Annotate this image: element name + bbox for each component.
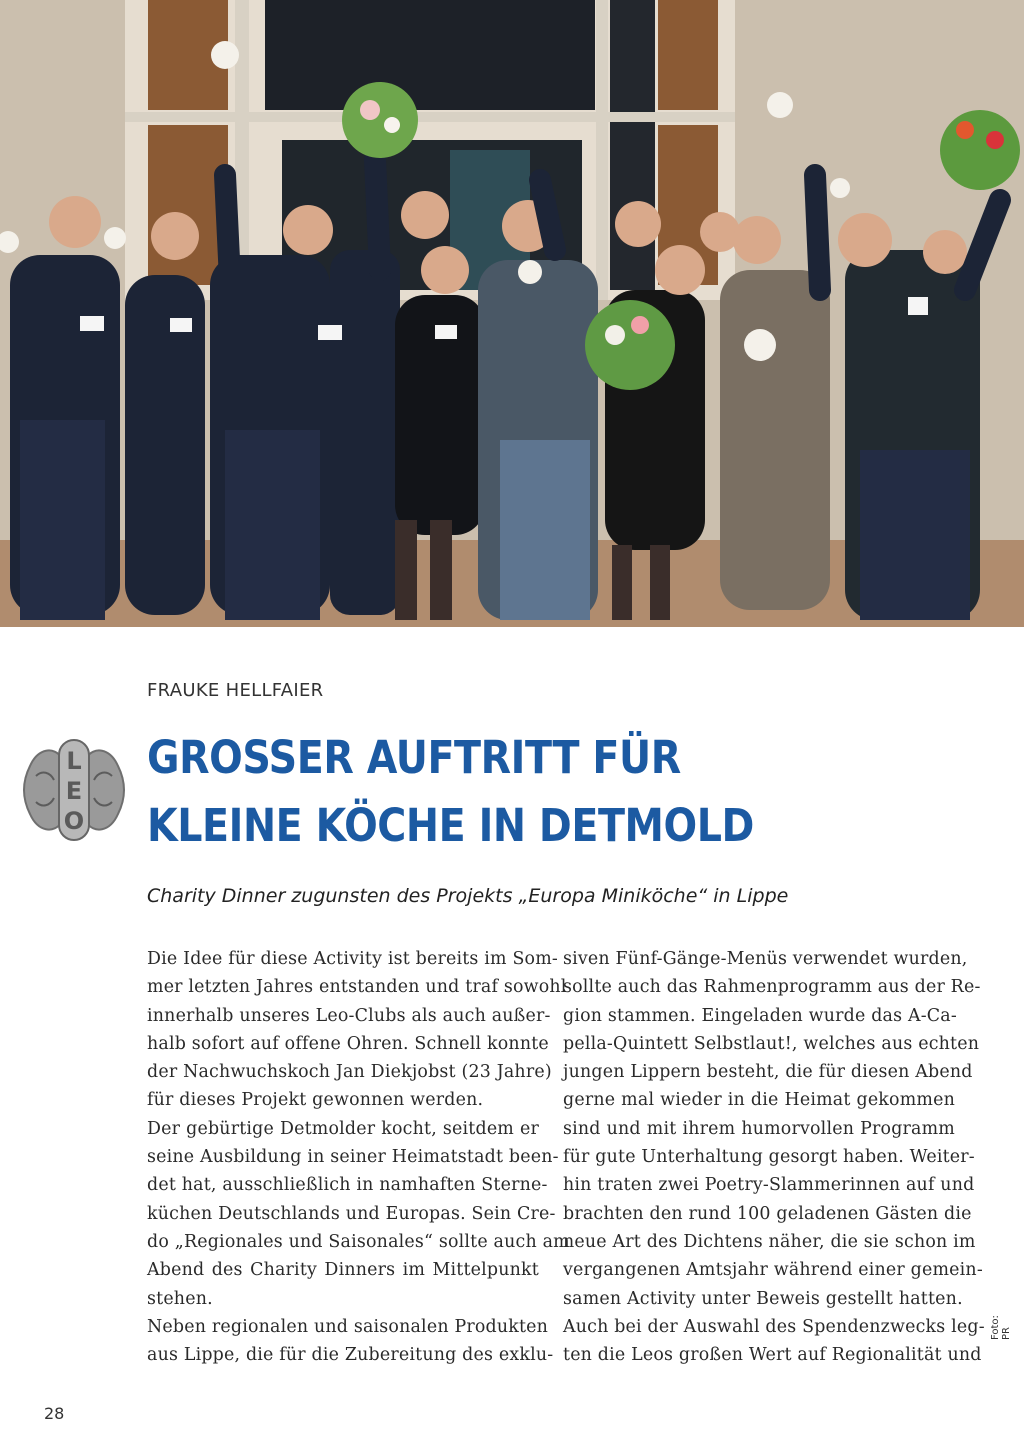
body-line: gerne mal wieder in die Heimat gekommen <box>563 1090 955 1111</box>
body-line: samen Activity unter Beweis gestellt hatten. <box>563 1288 963 1309</box>
body-line: stehen. <box>147 1288 213 1309</box>
body-line: der Nachwuchskoch Jan Diekjobst (23 Jahre) <box>147 1062 552 1083</box>
body-line: Abend des Charity Dinners im Mittelpunkt <box>147 1260 539 1281</box>
body-line: hin traten zwei Poetry-Slammerinnen auf und <box>563 1175 975 1196</box>
body-line: aus Lippe, die für die Zubereitung des exklu- <box>147 1345 554 1366</box>
group-photo-illustration <box>0 0 1024 627</box>
body-line: do „Regionales und Saisonales“ sollte auch am <box>147 1231 570 1252</box>
body-line: Die Idee für diese Activity ist bereits im Som- <box>147 949 558 969</box>
body-line: sind und mit ihrem humorvollen Programm <box>563 1118 955 1139</box>
page-number: 28 <box>44 1404 65 1423</box>
svg-text:E: E <box>65 777 83 805</box>
headline-line-2: KLEINE KÖCHE IN DETMOLD <box>147 799 754 852</box>
svg-text:O: O <box>63 807 85 835</box>
body-line: Neben regionalen und saisonalen Produkten <box>147 1316 549 1337</box>
leo-club-logo-icon <box>20 736 128 844</box>
photo-credit: Foto: PR <box>990 1315 1012 1340</box>
body-line: det hat, ausschließlich in namhaften Sterne- <box>147 1175 548 1196</box>
body-line: für dieses Projekt gewonnen werden. <box>147 1090 484 1111</box>
body-line: vergangenen Amtsjahr während einer gemein- <box>563 1260 983 1281</box>
body-line: für gute Unterhaltung gesorgt haben. Weiter- <box>563 1147 975 1168</box>
body-column-left <box>147 945 570 1369</box>
body-line: Auch bei der Auswahl des Spendenzwecks leg- <box>563 1316 985 1337</box>
body-line: pella-Quintett Selbstlaut!, welches aus echten <box>563 1033 980 1054</box>
article-headline <box>147 724 754 860</box>
body-line: neue Art des Dichtens näher, die sie schon im <box>563 1231 976 1252</box>
body-line: küchen Deutschlands und Europas. Sein Cre- <box>147 1203 556 1224</box>
author-name: FRAUKE HELLFAIER <box>147 680 324 701</box>
body-line: sollte auch das Rahmenprogramm aus der Re- <box>563 977 981 998</box>
body-line: jungen Lippern besteht, die für diesen Abend <box>563 1062 973 1083</box>
headline-line-1: GROSSER AUFTRITT FÜR <box>147 731 681 784</box>
body-line: Der gebürtige Detmolder kocht, seitdem er <box>147 1118 539 1139</box>
body-line: mer letzten Jahres entstanden und traf sowohl <box>147 977 567 998</box>
body-line: gion stammen. Eingeladen wurde das A-Ca- <box>563 1005 957 1026</box>
svg-text:L: L <box>66 747 82 775</box>
body-column-right <box>563 945 985 1369</box>
body-line: seine Ausbildung in seiner Heimatstadt been- <box>147 1147 559 1168</box>
body-line: halb sofort auf offene Ohren. Schnell konnte <box>147 1033 549 1054</box>
group-photo <box>0 0 1024 627</box>
body-line: siven Fünf-Gänge-Menüs verwendet wurden, <box>563 949 968 969</box>
body-line: ten die Leos großen Wert auf Regionalität und <box>563 1345 982 1366</box>
article-subtitle: Charity Dinner zugunsten des Projekts „Europa Miniköche“ in Lippe <box>147 885 789 907</box>
body-line: innerhalb unseres Leo-Clubs als auch außer- <box>147 1005 551 1026</box>
body-line: brachten den rund 100 geladenen Gästen die <box>563 1203 972 1224</box>
